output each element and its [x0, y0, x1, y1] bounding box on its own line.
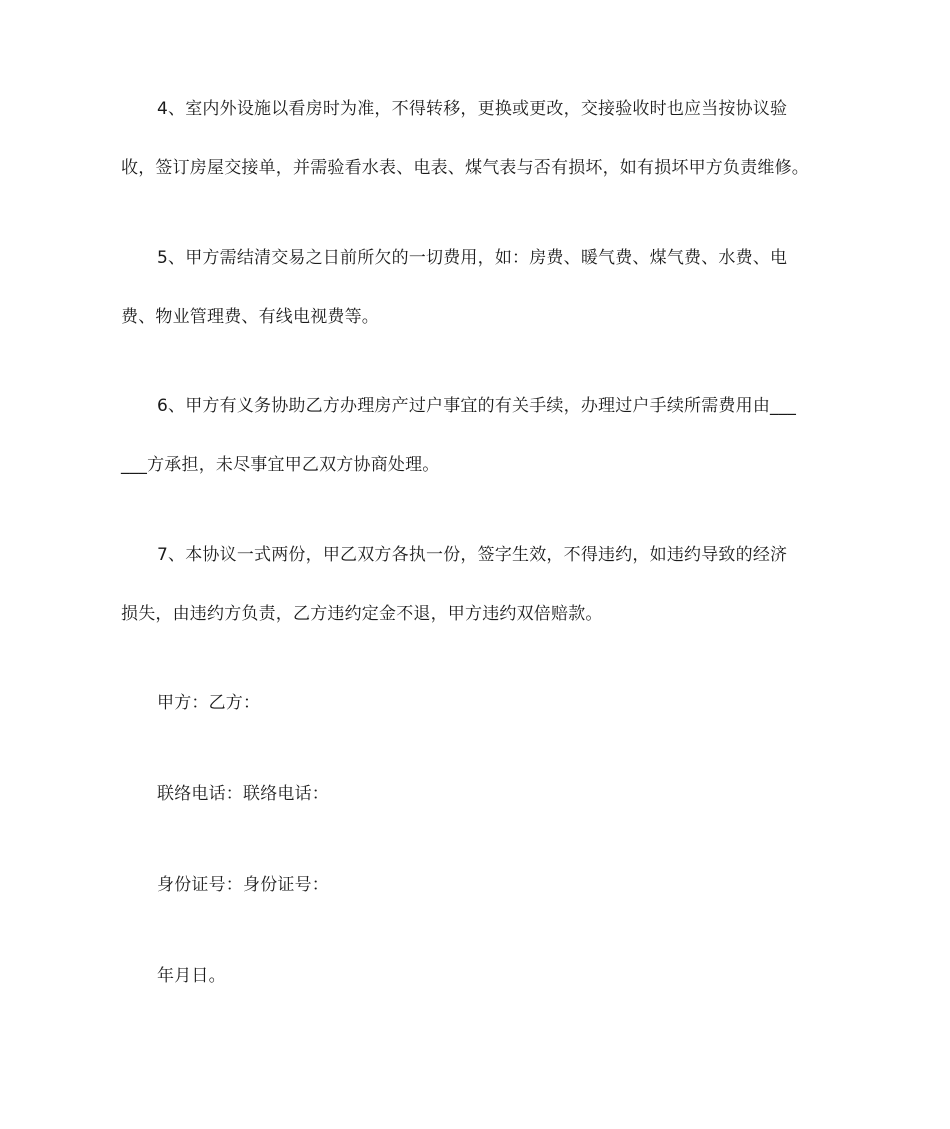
signature-date: 年月日。 [157, 966, 226, 986]
clause-4-line-1: 4、室内外设施以看房时为准，不得转移，更换或更改，交接验收时也应当按协议验 [157, 99, 788, 119]
clause-7-line-1: 7、本协议一式两份，甲乙双方各执一份，签字生效，不得违约，如违约导致的经济 [157, 545, 788, 565]
signature-phones: 联络电话：联络电话： [157, 784, 329, 804]
clause-4-line-2: 收，签订房屋交接单，并需验看水表、电表、煤气表与否有损坏，如有损坏甲方负责维修。 [121, 158, 809, 178]
signature-ids: 身份证号：身份证号： [157, 875, 329, 895]
clause-7-line-2: 损失，由违约方负责，乙方违约定金不退，甲方违约双倍赔款。 [121, 604, 603, 624]
clause-5-line-2: 费、物业管理费、有线电视费等。 [121, 307, 379, 327]
clause-6-line-1: 6、甲方有义务协助乙方办理房产过户事宜的有关手续，办理过户手续所需费用由___ [157, 396, 797, 416]
clause-6-line-2: ___方承担，未尽事宜甲乙双方协商处理。 [121, 455, 440, 475]
clause-5-line-1: 5、甲方需结清交易之日前所欠的一切费用，如：房费、暖气费、煤气费、水费、电 [157, 248, 788, 268]
signature-parties: 甲方：乙方： [157, 693, 261, 713]
